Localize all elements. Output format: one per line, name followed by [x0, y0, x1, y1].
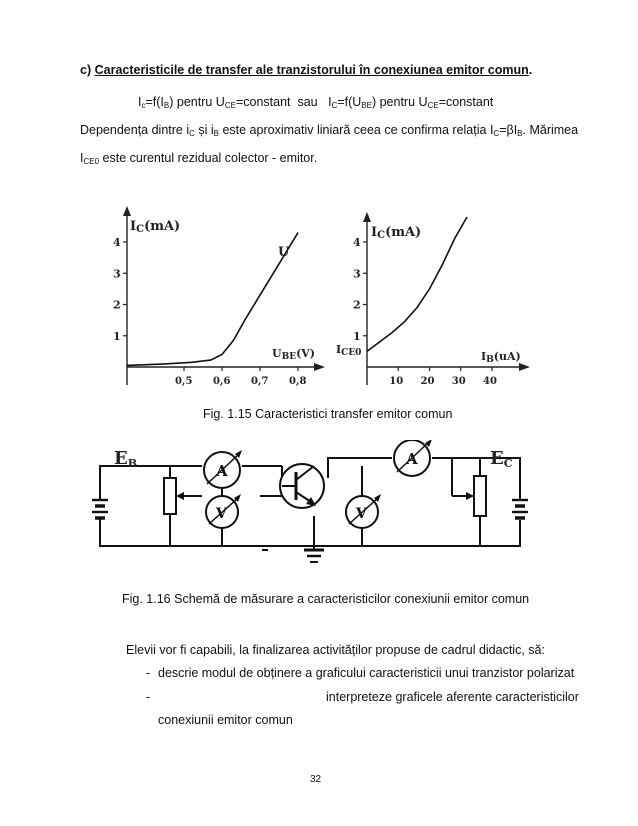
y-tick-label: 1: [353, 329, 361, 343]
body-paragraph: [80, 122, 580, 170]
paragraph-sub: CE0: [83, 157, 100, 166]
battery-eb: [92, 500, 108, 518]
paragraph-text: este curentul rezidual colector - emitor.: [99, 151, 318, 165]
chart2-y-arrow: [363, 212, 371, 222]
y-tick-label: 1: [113, 329, 121, 343]
y-tick-label: 4: [353, 236, 361, 249]
section-title: Caracteristicile de transfer ale tranzistorului în conexiunea emitor comun: [94, 63, 529, 77]
formula-separator: sau: [297, 95, 318, 109]
objectives-item-2-continued: conexiunii emitor comun: [158, 713, 293, 727]
x-tick-label: 40: [483, 376, 497, 387]
x-tick-label: 20: [420, 376, 435, 387]
objectives-item-2-dash: -: [146, 690, 151, 704]
y-tick-label: 3: [113, 267, 121, 281]
y-tick-label: 2: [353, 298, 361, 312]
voltmeter-symbol: V: [216, 506, 227, 522]
ground-icon: [262, 550, 324, 562]
chart2-ylabel: IC(mA): [371, 225, 422, 241]
y-tick-label: 2: [113, 298, 121, 312]
formula-sub: BE: [361, 101, 372, 110]
objectives-item-1-dash: -: [146, 666, 151, 680]
formula-text: =constant: [438, 95, 494, 109]
x-tick-label: 0,8: [289, 376, 307, 387]
chart1-x-arrow: [314, 363, 325, 371]
chart1-curve-label: U: [278, 245, 290, 260]
paragraph-sub: C: [493, 129, 500, 138]
formula-sub: CE: [427, 101, 439, 110]
chart1-series-line: [127, 233, 298, 366]
ec-label: EC: [490, 448, 513, 470]
paragraph-text: I: [80, 151, 84, 165]
chart2-x-arrow: [519, 363, 530, 371]
formula-text: =constant: [235, 95, 291, 109]
formula-text: ) pentru U: [169, 95, 225, 109]
paragraph-line-1: [80, 122, 580, 142]
voltmeter-symbol: V: [356, 506, 367, 522]
page-number: 32: [310, 774, 322, 785]
paragraph-text: . Mărimea: [522, 123, 579, 137]
y-tick-label: 3: [353, 267, 361, 281]
voltmeter-right: [346, 494, 381, 528]
section-suffix: .: [528, 63, 533, 77]
ammeter-right: [394, 440, 432, 476]
paragraph-text: =βI: [499, 123, 518, 137]
paragraph-text: este aproximativ liniară ceea ce confirma relația I: [218, 123, 494, 137]
voltmeter-left: [206, 494, 241, 528]
circuit-diagram: [92, 440, 532, 572]
formula-text: =f(I: [145, 95, 164, 109]
chart1-y-arrow: [123, 206, 131, 216]
x-tick-label: 10: [389, 376, 404, 387]
wiper-arrow-icon: [176, 492, 184, 500]
x-tick-label: 0,7: [251, 376, 269, 387]
paragraph-line-2: [80, 150, 580, 170]
chart-ic-vs-ube: [100, 200, 330, 395]
wire: [100, 466, 170, 500]
x-tick-label: 30: [451, 376, 466, 387]
paragraph-sub: C: [189, 129, 195, 138]
transistor-npn: [280, 464, 324, 508]
ammeter-symbol: A: [406, 450, 418, 468]
figure-caption-1-15: Fig. 1.15 Caracteristici transfer emitor comun: [203, 407, 453, 421]
section-prefix: c): [80, 63, 92, 77]
formula-text: =f(U: [337, 95, 362, 109]
left-potentiometer: [164, 478, 176, 514]
objectives-item-2: interpreteze graficele aferente caracteristicilor: [326, 690, 579, 704]
objectives-item-1: descrie modul de obținere a graficului caracteristicii unui tranzistor polarizat: [158, 666, 575, 680]
paragraph-text: Dependența dintre i: [80, 123, 190, 137]
ammeter-symbol: A: [216, 462, 228, 480]
chart1-xlabel: UBE(V): [272, 347, 316, 362]
wire: [328, 458, 392, 478]
chart2-origin-label: ICE0: [336, 343, 362, 358]
chart1-ylabel: IC(mA): [130, 219, 181, 235]
formula-line: [138, 94, 493, 114]
formula-sub: B: [163, 101, 170, 110]
x-tick-label: 0,5: [175, 376, 193, 387]
eb-label: EB: [114, 448, 138, 470]
ammeter-left: [204, 450, 242, 488]
chart2-xlabel: IB(uA): [481, 350, 521, 365]
figure-caption-1-16: Fig. 1.16 Schemă de măsurare a caracteristicilor conexiunii emitor comun: [122, 592, 530, 606]
wiper-arrow-icon: [466, 492, 474, 500]
x-tick-label: 0,6: [213, 376, 231, 387]
battery-ec: [512, 500, 528, 518]
formula-sub: CE: [224, 101, 236, 110]
formula-sub: C: [331, 101, 338, 110]
paragraph-sub: B: [517, 129, 523, 138]
section-heading: [80, 62, 532, 78]
paragraph-text: și i: [194, 123, 214, 137]
formula-sub: c: [141, 101, 146, 110]
formula-text: ) pentru U: [371, 95, 428, 109]
formula-text: I: [328, 95, 332, 109]
paragraph-sub: B: [213, 129, 219, 138]
wire: [100, 518, 520, 546]
y-tick-label: 4: [113, 236, 121, 249]
formula-text: I: [138, 95, 142, 109]
objectives-intro: Elevii vor fi capabili, la finalizarea activităților propuse de cadrul didactic, să:: [126, 643, 545, 657]
chart-ic-vs-ib: [335, 200, 535, 395]
right-potentiometer: [474, 476, 486, 516]
